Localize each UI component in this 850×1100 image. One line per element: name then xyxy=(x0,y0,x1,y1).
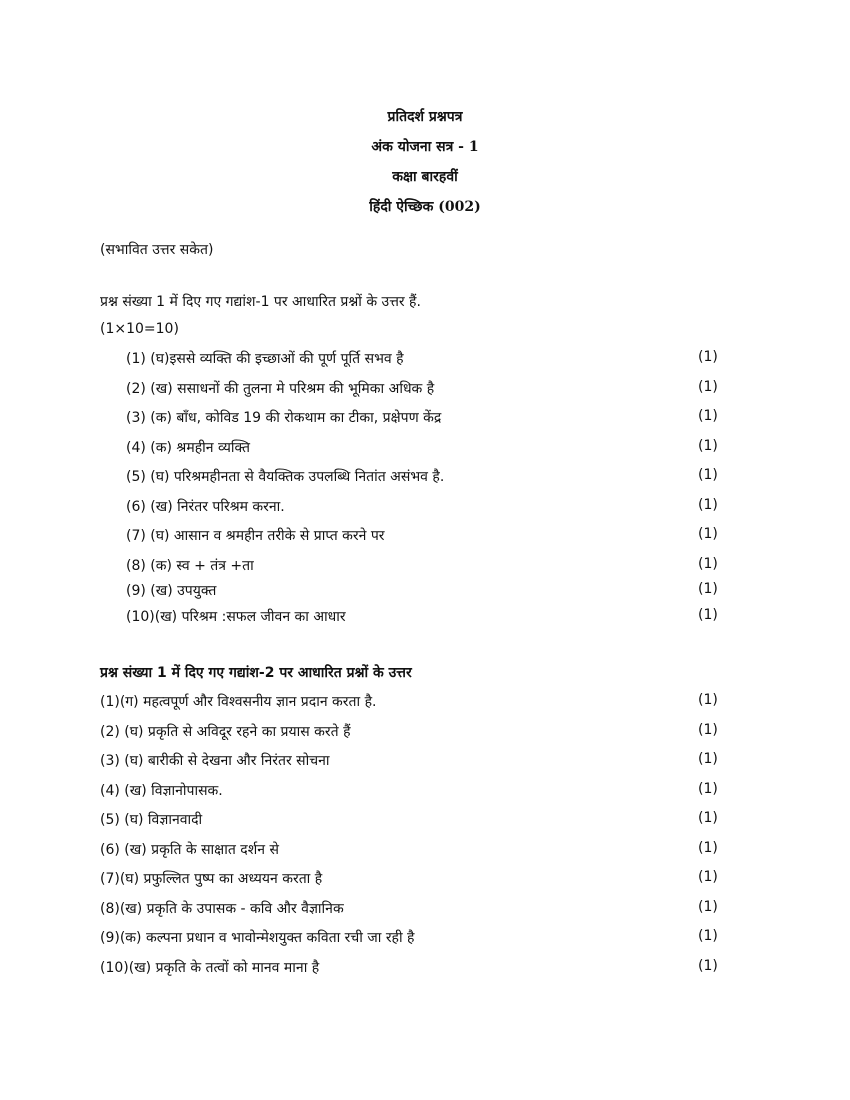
answer-text: (7) (घ) आसान व श्रमहीन तरीके से प्राप्त करने पर xyxy=(126,528,385,544)
answer-row xyxy=(0,493,850,523)
answer-text: (1)(ग) महत्वपूर्ण और विश्वसनीय ज्ञान प्रदान करता है. xyxy=(100,694,377,710)
answer-row xyxy=(0,522,850,552)
answer-text: (3) (क) बाँध, कोविड 19 की रोकथाम का टीका, प्रक्षेपण केंद्र xyxy=(126,410,442,426)
answer-marks: (1) xyxy=(698,869,718,885)
answer-marks: (1) xyxy=(698,928,718,944)
answer-marks: (1) xyxy=(698,349,718,365)
answer-row xyxy=(0,924,850,954)
answer-text: (8) (क) स्व + तंत्र +ता xyxy=(126,557,254,574)
answer-row xyxy=(0,895,850,925)
answer-row xyxy=(0,375,850,405)
answer-row xyxy=(0,865,850,895)
answer-row xyxy=(0,718,850,748)
answer-row xyxy=(0,434,850,464)
answer-marks: (1) xyxy=(698,467,718,483)
class-title: कक्षा बारहवीं xyxy=(392,169,458,185)
answer-text: (9)(क) कल्पना प्रधान व भावोन्मेशयुक्त कविता रची जा रही है xyxy=(100,930,415,946)
answer-text: (3) (घ) बारीकी से देखना और निरंतर सोचना xyxy=(100,753,330,769)
answer-row xyxy=(0,603,850,629)
answer-marks: (1) xyxy=(698,839,718,856)
document-title: प्रतिदर्श प्रश्नपत्र xyxy=(387,109,463,125)
answer-row xyxy=(0,577,850,603)
section2-answer-list xyxy=(0,688,850,983)
answer-row xyxy=(0,463,850,493)
section1-answer-list xyxy=(0,345,850,629)
answer-text: (4) (ख) विज्ञानोपासक. xyxy=(100,782,223,799)
answer-marks: (1) xyxy=(698,526,718,542)
answer-hint-note: (सभावित उत्तर सकेत) xyxy=(100,242,214,258)
answer-marks: (1) xyxy=(698,555,718,572)
answer-row xyxy=(0,552,850,578)
section2-heading: प्रश्न संख्या 1 में दिए गए गद्यांश-2 पर आधारित प्रश्नों के उत्तर xyxy=(100,665,412,681)
answer-row xyxy=(0,954,850,984)
answer-marks: (1) xyxy=(698,721,718,738)
answer-row xyxy=(0,806,850,836)
answer-text: (5) (घ) विज्ञानवादी xyxy=(100,812,203,828)
answer-text: (10)(ख) परिश्रम :सफल जीवन का आधार xyxy=(126,608,346,625)
answer-row xyxy=(0,345,850,375)
answer-text: (5) (घ) परिश्रमहीनता से वैयक्तिक उपलब्धि नितांत असंभव है. xyxy=(126,469,445,485)
document-header xyxy=(0,102,850,222)
section1-marks-scheme: (1×10=10) xyxy=(100,321,179,337)
answer-marks: (1) xyxy=(698,957,718,974)
answer-text: (6) (ख) निरंतर परिश्रम करना. xyxy=(126,498,285,515)
answer-marks: (1) xyxy=(698,378,718,395)
answer-text: (7)(घ) प्रफुल्लित पुष्प का अध्ययन करता है xyxy=(100,871,323,887)
answer-text: (2) (ख) ससाधनों की तुलना मे परिश्रम की भूमिका अधिक है xyxy=(126,380,435,397)
answer-text: (10)(ख) प्रकृति के तत्वों को मानव माना है xyxy=(100,959,320,976)
answer-row xyxy=(0,404,850,434)
answer-marks: (1) xyxy=(698,606,718,623)
answer-marks: (1) xyxy=(698,898,718,915)
answer-marks: (1) xyxy=(698,437,718,454)
answer-text: (1) (घ)इससे व्यक्ति की इच्छाओं की पूर्ण पूर्ति सभव है xyxy=(126,351,404,367)
answer-marks: (1) xyxy=(698,780,718,797)
answer-marks: (1) xyxy=(698,581,718,598)
subject-title: हिंदी ऐच्छिक (002) xyxy=(369,199,481,215)
answer-marks: (1) xyxy=(698,692,718,708)
answer-row xyxy=(0,747,850,777)
answer-text: (2) (घ) प्रकृति से अविदूर रहने का प्रयास करते हैं xyxy=(100,723,351,740)
answer-text: (4) (क) श्रमहीन व्यक्ति xyxy=(126,439,250,456)
answer-marks: (1) xyxy=(698,810,718,826)
answer-text: (8)(ख) प्रकृति के उपासक - कवि और वैज्ञानिक xyxy=(100,900,344,917)
marking-scheme-title: अंक योजना सत्र - 1 xyxy=(371,139,479,155)
section1-heading: प्रश्न संख्या 1 में दिए गए गद्यांश-1 पर आधारित प्रश्नों के उत्तर हैं. xyxy=(100,294,421,310)
answer-row xyxy=(0,777,850,807)
answer-marks: (1) xyxy=(698,496,718,513)
answer-row xyxy=(0,688,850,718)
answer-marks: (1) xyxy=(698,751,718,767)
answer-marks: (1) xyxy=(698,408,718,424)
answer-text: (6) (ख) प्रकृति के साक्षात दर्शन से xyxy=(100,841,279,858)
answer-row xyxy=(0,836,850,866)
answer-text: (9) (ख) उपयुक्त xyxy=(126,583,217,600)
